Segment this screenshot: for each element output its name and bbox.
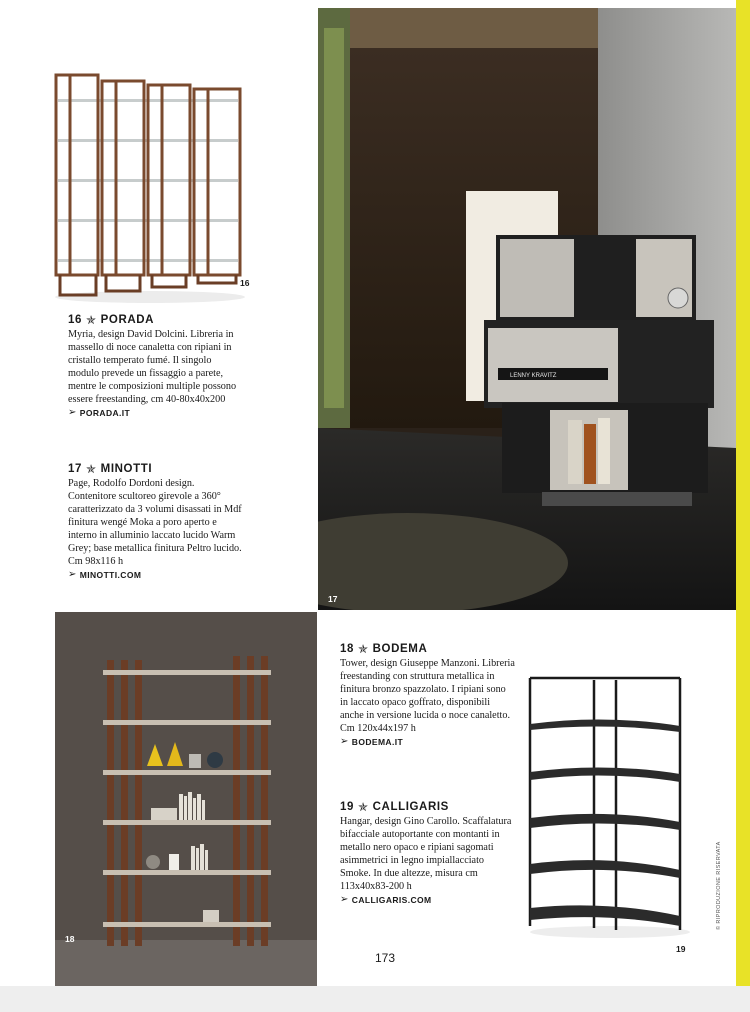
product-16-block: [68, 313, 243, 418]
arrow-icon: ➢: [340, 736, 349, 747]
product-19-heading: [340, 800, 515, 814]
page-number: 173: [375, 951, 396, 965]
accent-strip: [736, 0, 750, 986]
star-icon: ✯: [358, 800, 369, 814]
product-18-description: Tower, design Giuseppe Manzoni. Libreria freestanding con struttura metallica in finitura bronzo spazzolato. I ripiani sono in laccato opaco goffrato, disponibili anche in versione lucida o noce canaletto. Cm 120x44x197 h: [340, 658, 515, 734]
product-19-link[interactable]: [340, 894, 515, 905]
product-17-block: [68, 462, 243, 580]
product-17-heading: [68, 462, 243, 476]
product-16-description: Myria, design David Dolcini. Libreria in massello di noce canaletta con ripiani in cristallo temperato fumé. Il singolo modulo prevede un fissaggio a parete, mentre le composizioni multiple possono essere freestanding, cm 40-80x40x200: [68, 329, 237, 405]
product-18-number: 18: [340, 643, 354, 655]
image-label-19: 19: [676, 944, 686, 954]
product-16-link[interactable]: [68, 407, 243, 418]
image-label-16: 16: [240, 278, 250, 288]
product-19-description: Hangar, design Gino Carollo. Scaffalatura bifacciale autoportante con montanti in metallo nero opaco e ripiani sagomati asimmetrici in legno impiallacciato Smoke. In due altezze, misura cm 113x40x83-200 h: [340, 816, 512, 892]
product-19-block: [340, 800, 515, 905]
product-17-number: 17: [68, 463, 82, 475]
bodema-bookcase-image: [55, 612, 317, 986]
product-17-link-text: MINOTTI.COM: [79, 569, 142, 580]
star-icon: ✯: [86, 313, 97, 327]
product-18-brand: BODEMA: [372, 643, 428, 655]
product-19-link-text: CALLIGARIS.COM: [351, 894, 432, 905]
image-label-17: 17: [328, 594, 338, 604]
product-16-brand: PORADA: [100, 314, 155, 326]
product-19-brand: CALLIGARIS: [372, 801, 449, 813]
minotti-room-image: [318, 8, 736, 610]
product-16-heading: [68, 313, 243, 327]
product-18-block: [340, 642, 515, 747]
porada-bookcase-image: [40, 55, 260, 310]
bottom-band: [0, 986, 750, 1012]
arrow-icon: ➢: [68, 407, 77, 418]
calligaris-shelving-image: [520, 668, 692, 950]
product-17-link[interactable]: [68, 569, 243, 580]
product-17-brand: MINOTTI: [100, 463, 153, 475]
book-spine-text: LENNY KRAVITZ: [510, 373, 557, 379]
product-18-link-text: BODEMA.IT: [351, 736, 404, 747]
arrow-icon: ➢: [68, 569, 77, 580]
product-18-heading: [340, 642, 515, 656]
product-17-description: Page, Rodolfo Dordoni design. Contenitore scultoreo girevole a 360° caratterizzato da 3 volumi disassati in Mdf finitura wengé Moka a poro aperto e interno in alluminio laccato lucido Warm Grey; base metallica finitura Peltro lucido. Cm 98x116 h: [68, 478, 242, 567]
copyright-notice: © RIPRODUZIONE RISERVATA: [716, 841, 722, 930]
star-icon: ✯: [86, 462, 97, 476]
product-16-link-text: PORADA.IT: [79, 407, 131, 418]
product-18-link[interactable]: [340, 736, 515, 747]
image-label-18: 18: [65, 934, 75, 944]
product-16-number: 16: [68, 314, 82, 326]
star-icon: ✯: [358, 642, 369, 656]
product-19-number: 19: [340, 801, 354, 813]
arrow-icon: ➢: [340, 894, 349, 905]
